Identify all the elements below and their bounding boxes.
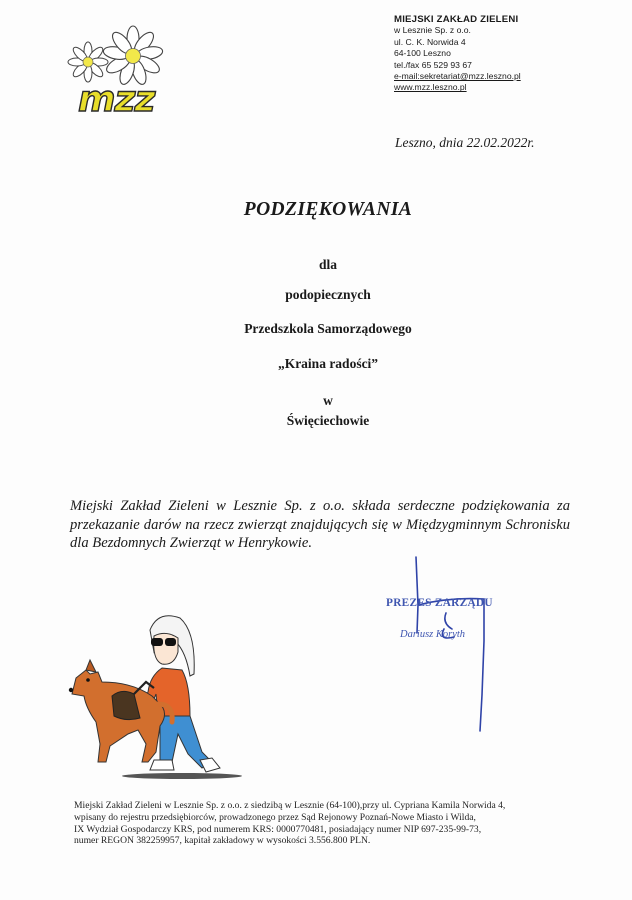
- company-legal-form: w Lesznie Sp. z o.o.: [394, 25, 471, 36]
- thank-you-paragraph: Miejski Zakład Zieleni w Lesznie Sp. z o.o. składa serdeczne podziękowania za przekazanie darów na rzecz zwierząt znajdujących się w Międzygminnym Schronisku dla Bezdomnych Zwierząt w Henrykowie.: [70, 498, 570, 551]
- footer-line: wpisany do rejestru przedsiębiorców, prowadzonego przez Sąd Rejonowy Poznań-Nowe Miasto i Wilda,: [74, 811, 476, 823]
- recipient-line-w: w: [323, 393, 333, 408]
- girl-with-guide-dog-illustration: [62, 612, 252, 787]
- company-email-link[interactable]: e-mail:sekretariat@mzz.leszno.pl: [394, 71, 521, 82]
- company-logo: [60, 18, 200, 118]
- company-name: MIEJSKI ZAKŁAD ZIELENI: [394, 14, 519, 25]
- footer-line: numer REGON 382259957, kapitał zakładowy w wysokości 3.556.800 PLN.: [74, 835, 371, 847]
- recipient-line-school-name: „Kraina radości”: [277, 356, 379, 371]
- logo-wordmark: mzz: [78, 79, 155, 118]
- signatory-role: PREZES ZARZĄDU: [386, 597, 493, 609]
- recipient-line-podopiecznych: podopiecznych: [285, 287, 371, 302]
- document-title: PODZIĘKOWANIA: [243, 199, 413, 220]
- signatory-name: Dariusz Koryth: [400, 629, 466, 640]
- daisy-flower-small-icon: [68, 42, 108, 82]
- recipient-line-school: Przedszkola Samorządowego: [244, 321, 412, 336]
- company-phone: tel./fax 65 529 93 67: [394, 59, 472, 70]
- recipient-line-town: Święciechowie: [286, 413, 370, 428]
- company-contact-block: [394, 14, 624, 94]
- recipient-line-dla: dla: [318, 257, 337, 272]
- footer-line: IX Wydział Gospodarczy KRS, pod numerem KRS: 0000770481, posiadający numer NIP 697-235-99-73,: [74, 823, 482, 835]
- footer-line: Miejski Zakład Zieleni w Lesznie Sp. z o.o. z siedzibą w Lesznie (64-100),przy ul. Cypriana Kamila Norwida 4,: [74, 800, 506, 811]
- legal-footer: [74, 800, 614, 847]
- company-street: ul. C. K. Norwida 4: [394, 36, 466, 47]
- place-date: Leszno, dnia 22.02.2022r.: [395, 135, 535, 150]
- company-postal-city: 64-100 Leszno: [394, 48, 451, 59]
- handwritten-signature: [380, 545, 500, 745]
- daisy-flower-large-icon: [102, 26, 163, 86]
- company-website-link[interactable]: www.mzz.leszno.pl: [394, 82, 467, 93]
